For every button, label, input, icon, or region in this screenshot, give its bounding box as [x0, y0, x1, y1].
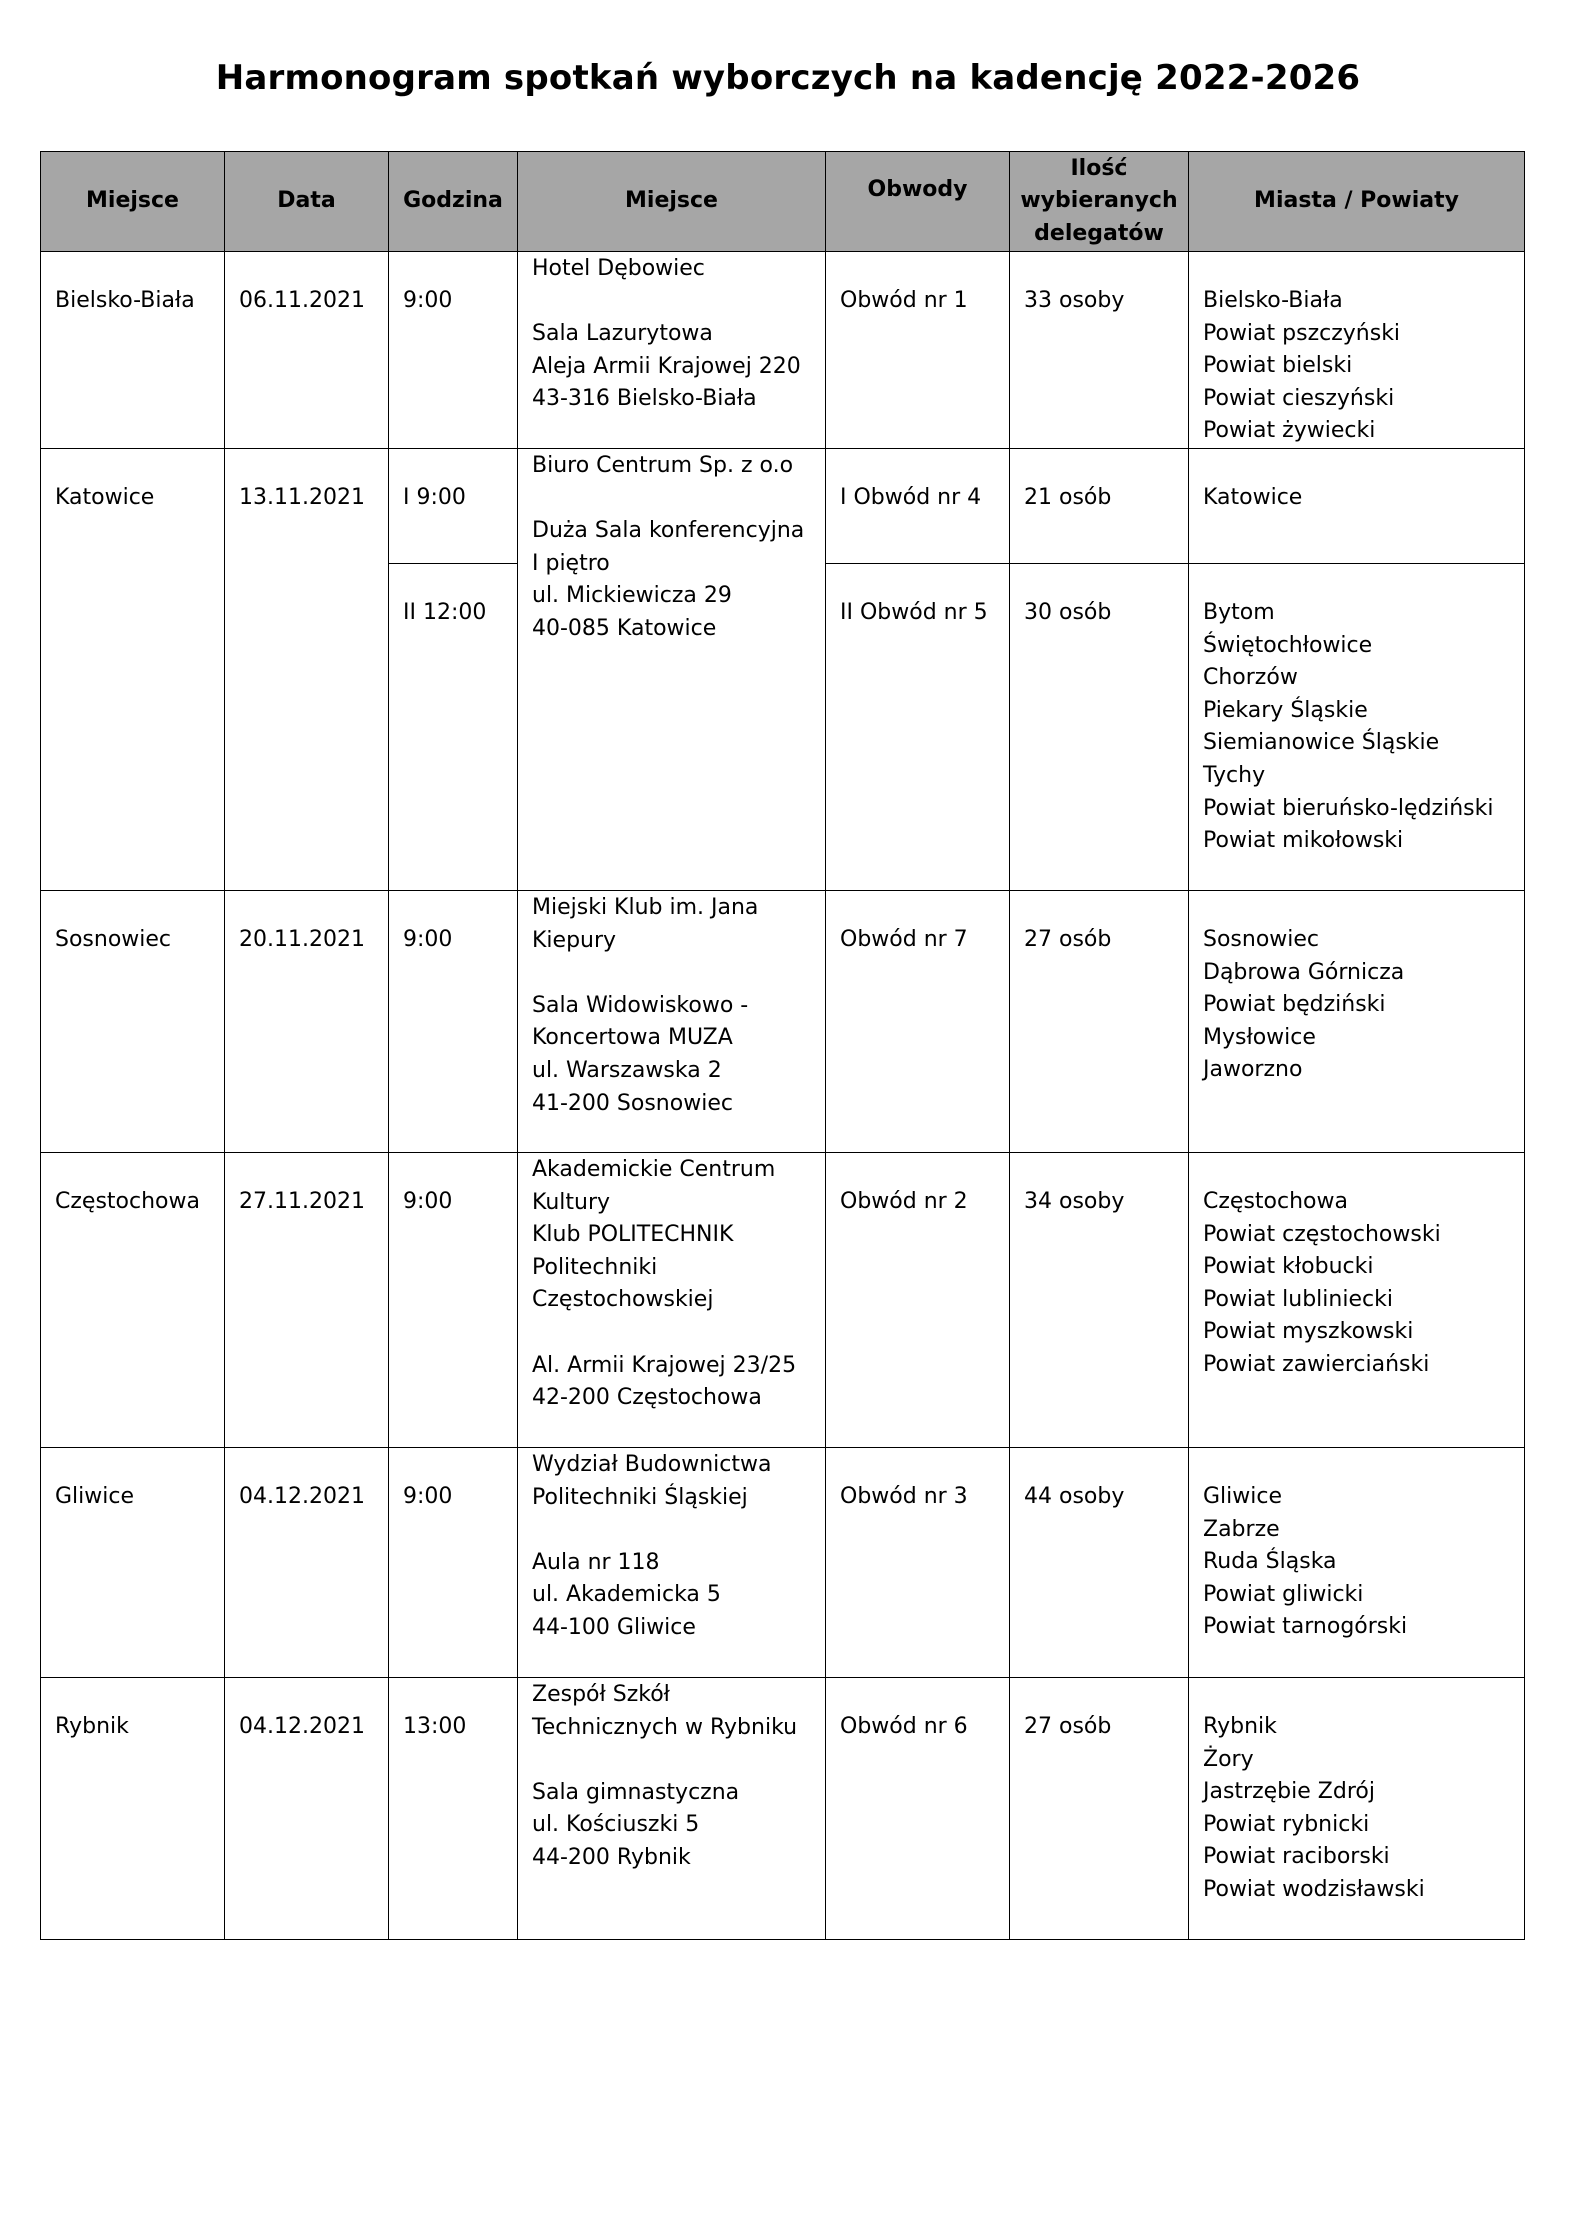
cell-delegates — [1010, 448, 1189, 563]
cell-areas-content — [1203, 1448, 1516, 1644]
delegates-text: 27 osób — [1024, 926, 1112, 952]
city-text: Rybnik — [55, 1713, 129, 1739]
district-text: Obwód nr 1 — [840, 288, 968, 313]
venue-line: 40-085 Katowice — [532, 615, 717, 641]
venue-line: Hotel Dębowiec — [532, 256, 705, 281]
cell-delegates — [1010, 1152, 1189, 1447]
area-line: Gliwice — [1203, 1483, 1283, 1509]
venue-line: ul. Kościuszki 5 — [532, 1812, 700, 1838]
blank-line — [532, 483, 817, 516]
venue-line: Zespół Szkół — [532, 1681, 670, 1707]
cell-time-content — [403, 564, 509, 630]
area-line: Bielsko-Biała — [1203, 288, 1343, 313]
area-line: Żory — [1203, 1746, 1254, 1772]
cell-city — [41, 1447, 225, 1677]
table-row — [41, 1447, 1525, 1677]
venue-line: Koncertowa MUZA — [532, 1025, 733, 1051]
venue-line: Aula nr 118 — [532, 1549, 660, 1575]
area-line: Ruda Śląska — [1203, 1549, 1337, 1575]
district-text: Obwód nr 2 — [840, 1188, 968, 1214]
district-text: Obwód nr 6 — [840, 1713, 968, 1739]
cell-areas-content — [1203, 449, 1516, 515]
table-row — [41, 448, 1525, 563]
cell-time — [389, 890, 518, 1152]
cell-delegates — [1010, 563, 1189, 890]
time-text: II 12:00 — [403, 599, 487, 625]
cell-delegates-content — [1024, 1153, 1180, 1219]
time-text: 9:00 — [403, 288, 453, 313]
cell-district — [826, 1447, 1010, 1677]
cell-time-content — [403, 252, 509, 318]
cell-city-content — [55, 252, 216, 318]
cell-city — [41, 1677, 225, 1939]
cell-district-content — [840, 252, 1001, 318]
cell-delegates — [1010, 890, 1189, 1152]
cell-district-content — [840, 1678, 1001, 1744]
cell-time — [389, 448, 518, 563]
cell-venue — [518, 448, 826, 890]
area-line: Częstochowa — [1203, 1188, 1348, 1214]
delegates-text: 30 osób — [1024, 599, 1112, 625]
cell-city-content — [55, 891, 216, 957]
city-text: Częstochowa — [55, 1188, 200, 1214]
area-line: Świętochłowice — [1203, 632, 1373, 658]
city-text: Katowice — [55, 484, 155, 510]
cell-city-content — [55, 1448, 216, 1514]
venue-line: Częstochowskiej — [532, 1287, 714, 1313]
venue-line: Sala gimnastyczna — [532, 1779, 740, 1805]
area-line: Powiat pszczyński — [1203, 320, 1401, 346]
area-line: Powiat kłobucki — [1203, 1254, 1374, 1280]
cell-city — [41, 252, 225, 449]
header-ilosc-line: wybieranych — [1020, 188, 1178, 214]
area-line: Chorzów — [1203, 665, 1298, 691]
area-line: Powiat wodzisławski — [1203, 1876, 1425, 1902]
date-text: 20.11.2021 — [239, 926, 365, 952]
area-line: Mysłowice — [1203, 1024, 1316, 1050]
venue-line: 44-200 Rybnik — [532, 1844, 691, 1870]
cell-venue — [518, 1447, 826, 1677]
cell-district-content — [840, 449, 1001, 515]
district-text: Obwód nr 3 — [840, 1483, 968, 1509]
cell-time — [389, 1447, 518, 1677]
cell-district-content — [840, 891, 1001, 957]
venue-line: I piętro — [532, 550, 610, 576]
blank-line — [532, 1514, 817, 1547]
cell-district — [826, 252, 1010, 449]
blank-line — [532, 1744, 817, 1777]
blank-line — [532, 957, 817, 990]
cell-date — [225, 890, 389, 1152]
header-obwody — [826, 152, 1010, 252]
cell-venue-content — [532, 1678, 817, 1875]
date-text: 04.12.2021 — [239, 1713, 365, 1739]
area-line: Powiat rybnicki — [1203, 1811, 1370, 1837]
area-line: Powiat gliwicki — [1203, 1581, 1364, 1607]
cell-district-content — [840, 1153, 1001, 1219]
delegates-text: 33 osoby — [1024, 288, 1125, 313]
header-data: Data — [225, 152, 389, 252]
area-line: Powiat będziński — [1203, 992, 1386, 1018]
area-line: Powiat lubliniecki — [1203, 1286, 1393, 1312]
cell-areas-content — [1203, 891, 1516, 1087]
venue-line: Technicznych w Rybniku — [532, 1714, 798, 1740]
delegates-text: 21 osób — [1024, 484, 1112, 510]
cell-venue-content — [532, 891, 817, 1120]
cell-district — [826, 448, 1010, 563]
venue-line: ul. Akademicka 5 — [532, 1582, 721, 1608]
area-line: Sosnowiec — [1203, 926, 1320, 952]
cell-date-content — [239, 1153, 380, 1219]
venue-line: Politechniki — [532, 1254, 658, 1280]
cell-time-content — [403, 1153, 509, 1219]
cell-time-content — [403, 891, 509, 957]
blank-line — [532, 286, 817, 319]
district-text: II Obwód nr 5 — [840, 599, 988, 625]
cell-city — [41, 1152, 225, 1447]
header-miasta: Miasta / Powiaty — [1189, 152, 1525, 252]
cell-areas — [1189, 563, 1525, 890]
cell-venue-content — [532, 1448, 817, 1645]
header-ilosc-line: Ilość — [1070, 155, 1128, 181]
cell-district — [826, 1152, 1010, 1447]
cell-date — [225, 1677, 389, 1939]
area-line: Powiat żywiecki — [1203, 418, 1376, 444]
header-obwody-label: Obwody — [867, 177, 968, 203]
cell-city — [41, 448, 225, 890]
date-text: 04.12.2021 — [239, 1483, 365, 1509]
cell-time — [389, 252, 518, 449]
delegates-text: 34 osoby — [1024, 1188, 1125, 1214]
cell-date-content — [239, 1448, 380, 1514]
cell-date — [225, 252, 389, 449]
table-row — [41, 890, 1525, 1152]
city-text: Sosnowiec — [55, 926, 172, 952]
time-text: I 9:00 — [403, 484, 466, 510]
cell-city-content — [55, 1678, 216, 1744]
city-text: Gliwice — [55, 1483, 135, 1509]
district-text: Obwód nr 7 — [840, 926, 968, 952]
time-text: 9:00 — [403, 1483, 453, 1509]
header-row — [41, 152, 1525, 252]
cell-areas-content — [1203, 1153, 1516, 1382]
venue-line: ul. Mickiewicza 29 — [532, 583, 732, 609]
cell-delegates — [1010, 1677, 1189, 1939]
venue-line: Al. Armii Krajowej 23/25 — [532, 1352, 797, 1378]
venue-line: 42-200 Częstochowa — [532, 1385, 762, 1411]
cell-date-content — [239, 891, 380, 957]
cell-areas — [1189, 1152, 1525, 1447]
delegates-text: 27 osób — [1024, 1713, 1112, 1739]
cell-city-content — [55, 449, 216, 515]
cell-time — [389, 1152, 518, 1447]
table-row — [41, 252, 1525, 449]
page-title: Harmonogram spotkań wyborczych na kadencję 2022-2026 — [215, 58, 1361, 98]
cell-venue — [518, 252, 826, 449]
venue-line: ul. Warszawska 2 — [532, 1057, 722, 1083]
area-line: Powiat zawierciański — [1203, 1351, 1430, 1377]
time-text: 9:00 — [403, 1188, 453, 1214]
cell-areas — [1189, 890, 1525, 1152]
cell-delegates-content — [1024, 449, 1180, 515]
table-row — [41, 1677, 1525, 1939]
cell-time-content — [403, 1678, 509, 1744]
delegates-text: 44 osoby — [1024, 1483, 1125, 1509]
cell-date — [225, 1447, 389, 1677]
area-line: Piekary Śląskie — [1203, 697, 1368, 723]
area-line: Powiat bieruńsko-lędziński — [1203, 795, 1494, 821]
date-text: 27.11.2021 — [239, 1188, 365, 1214]
area-line: Dąbrowa Górnicza — [1203, 959, 1405, 985]
venue-line: Akademickie Centrum — [532, 1156, 776, 1182]
venue-line: Kiepury — [532, 927, 617, 953]
cell-areas-content — [1203, 252, 1516, 448]
area-line: Powiat raciborski — [1203, 1844, 1390, 1870]
area-line: Powiat tarnogórski — [1203, 1614, 1408, 1640]
table-row — [41, 1152, 1525, 1447]
cell-venue-content — [532, 449, 817, 646]
cell-areas — [1189, 1447, 1525, 1677]
cell-delegates — [1010, 1447, 1189, 1677]
cell-delegates-content — [1024, 891, 1180, 957]
date-text: 06.11.2021 — [239, 288, 365, 313]
cell-city-content — [55, 1153, 216, 1219]
venue-line: Wydział Budownictwa — [532, 1451, 772, 1477]
cell-district — [826, 563, 1010, 890]
header-ilosc-line: delegatów — [1034, 220, 1164, 246]
venue-line: Biuro Centrum Sp. z o.o — [532, 452, 794, 478]
area-line: Powiat mikołowski — [1203, 828, 1404, 854]
venue-line: Sala Lazurytowa — [532, 321, 713, 347]
area-line: Powiat bielski — [1203, 353, 1353, 379]
venue-line: Sala Widowiskowo - — [532, 992, 749, 1018]
header-miejsce-spotkania: Miejsce — [518, 152, 826, 252]
cell-district-content — [840, 564, 1001, 630]
venue-line: 41-200 Sosnowiec — [532, 1090, 733, 1116]
cell-venue-content — [532, 252, 817, 416]
time-text: 13:00 — [403, 1713, 467, 1739]
cell-delegates-content — [1024, 1448, 1180, 1514]
cell-district-content — [840, 1448, 1001, 1514]
cell-delegates — [1010, 252, 1189, 449]
venue-line: Duża Sala konferencyjna — [532, 518, 805, 544]
cell-delegates-content — [1024, 252, 1180, 318]
cell-areas — [1189, 448, 1525, 563]
cell-city — [41, 890, 225, 1152]
cell-date-content — [239, 1678, 380, 1744]
cell-venue — [518, 1677, 826, 1939]
cell-time-content — [403, 1448, 509, 1514]
cell-date-content — [239, 252, 380, 318]
venue-line: Politechniki Śląskiej — [532, 1484, 748, 1510]
cell-delegates-content — [1024, 1678, 1180, 1744]
cell-venue-content — [532, 1153, 817, 1415]
venue-line: Miejski Klub im. Jana — [532, 894, 759, 920]
area-line: Jaworzno — [1203, 1057, 1303, 1083]
city-text: Bielsko-Biała — [55, 288, 195, 313]
cell-areas-content — [1203, 564, 1516, 858]
area-line: Katowice — [1203, 484, 1303, 510]
time-text: 9:00 — [403, 926, 453, 952]
area-line: Powiat cieszyński — [1203, 385, 1395, 411]
cell-date — [225, 448, 389, 890]
venue-line: 44-100 Gliwice — [532, 1614, 696, 1640]
date-text: 13.11.2021 — [239, 484, 365, 510]
area-line: Powiat częstochowski — [1203, 1221, 1441, 1247]
area-line: Powiat myszkowski — [1203, 1319, 1414, 1345]
area-line: Bytom — [1203, 599, 1275, 625]
header-miejsce: Miejsce — [41, 152, 225, 252]
area-line: Zabrze — [1203, 1516, 1280, 1542]
cell-areas — [1189, 252, 1525, 449]
cell-venue — [518, 1152, 826, 1447]
area-line: Jastrzębie Zdrój — [1203, 1779, 1375, 1805]
district-text: I Obwód nr 4 — [840, 484, 982, 510]
cell-date-content — [239, 449, 380, 515]
venue-line: Kultury — [532, 1189, 611, 1215]
cell-areas-content — [1203, 1678, 1516, 1907]
venue-line: 43-316 Bielsko-Biała — [532, 386, 757, 412]
venue-line: Klub POLITECHNIK — [532, 1222, 734, 1248]
schedule-table — [40, 151, 1525, 1940]
header-ilosc — [1010, 152, 1189, 252]
cell-time — [389, 563, 518, 890]
cell-time — [389, 1677, 518, 1939]
area-line: Siemianowice Śląskie — [1203, 730, 1440, 756]
area-line: Tychy — [1203, 762, 1266, 788]
cell-district — [826, 890, 1010, 1152]
cell-areas — [1189, 1677, 1525, 1939]
cell-delegates-content — [1024, 564, 1180, 630]
cell-district — [826, 1677, 1010, 1939]
cell-venue — [518, 890, 826, 1152]
blank-line — [532, 1317, 817, 1350]
cell-time-content — [403, 449, 509, 515]
venue-line: Aleja Armii Krajowej 220 — [532, 353, 801, 379]
cell-date — [225, 1152, 389, 1447]
header-godzina: Godzina — [389, 152, 518, 252]
area-line: Rybnik — [1203, 1713, 1277, 1739]
